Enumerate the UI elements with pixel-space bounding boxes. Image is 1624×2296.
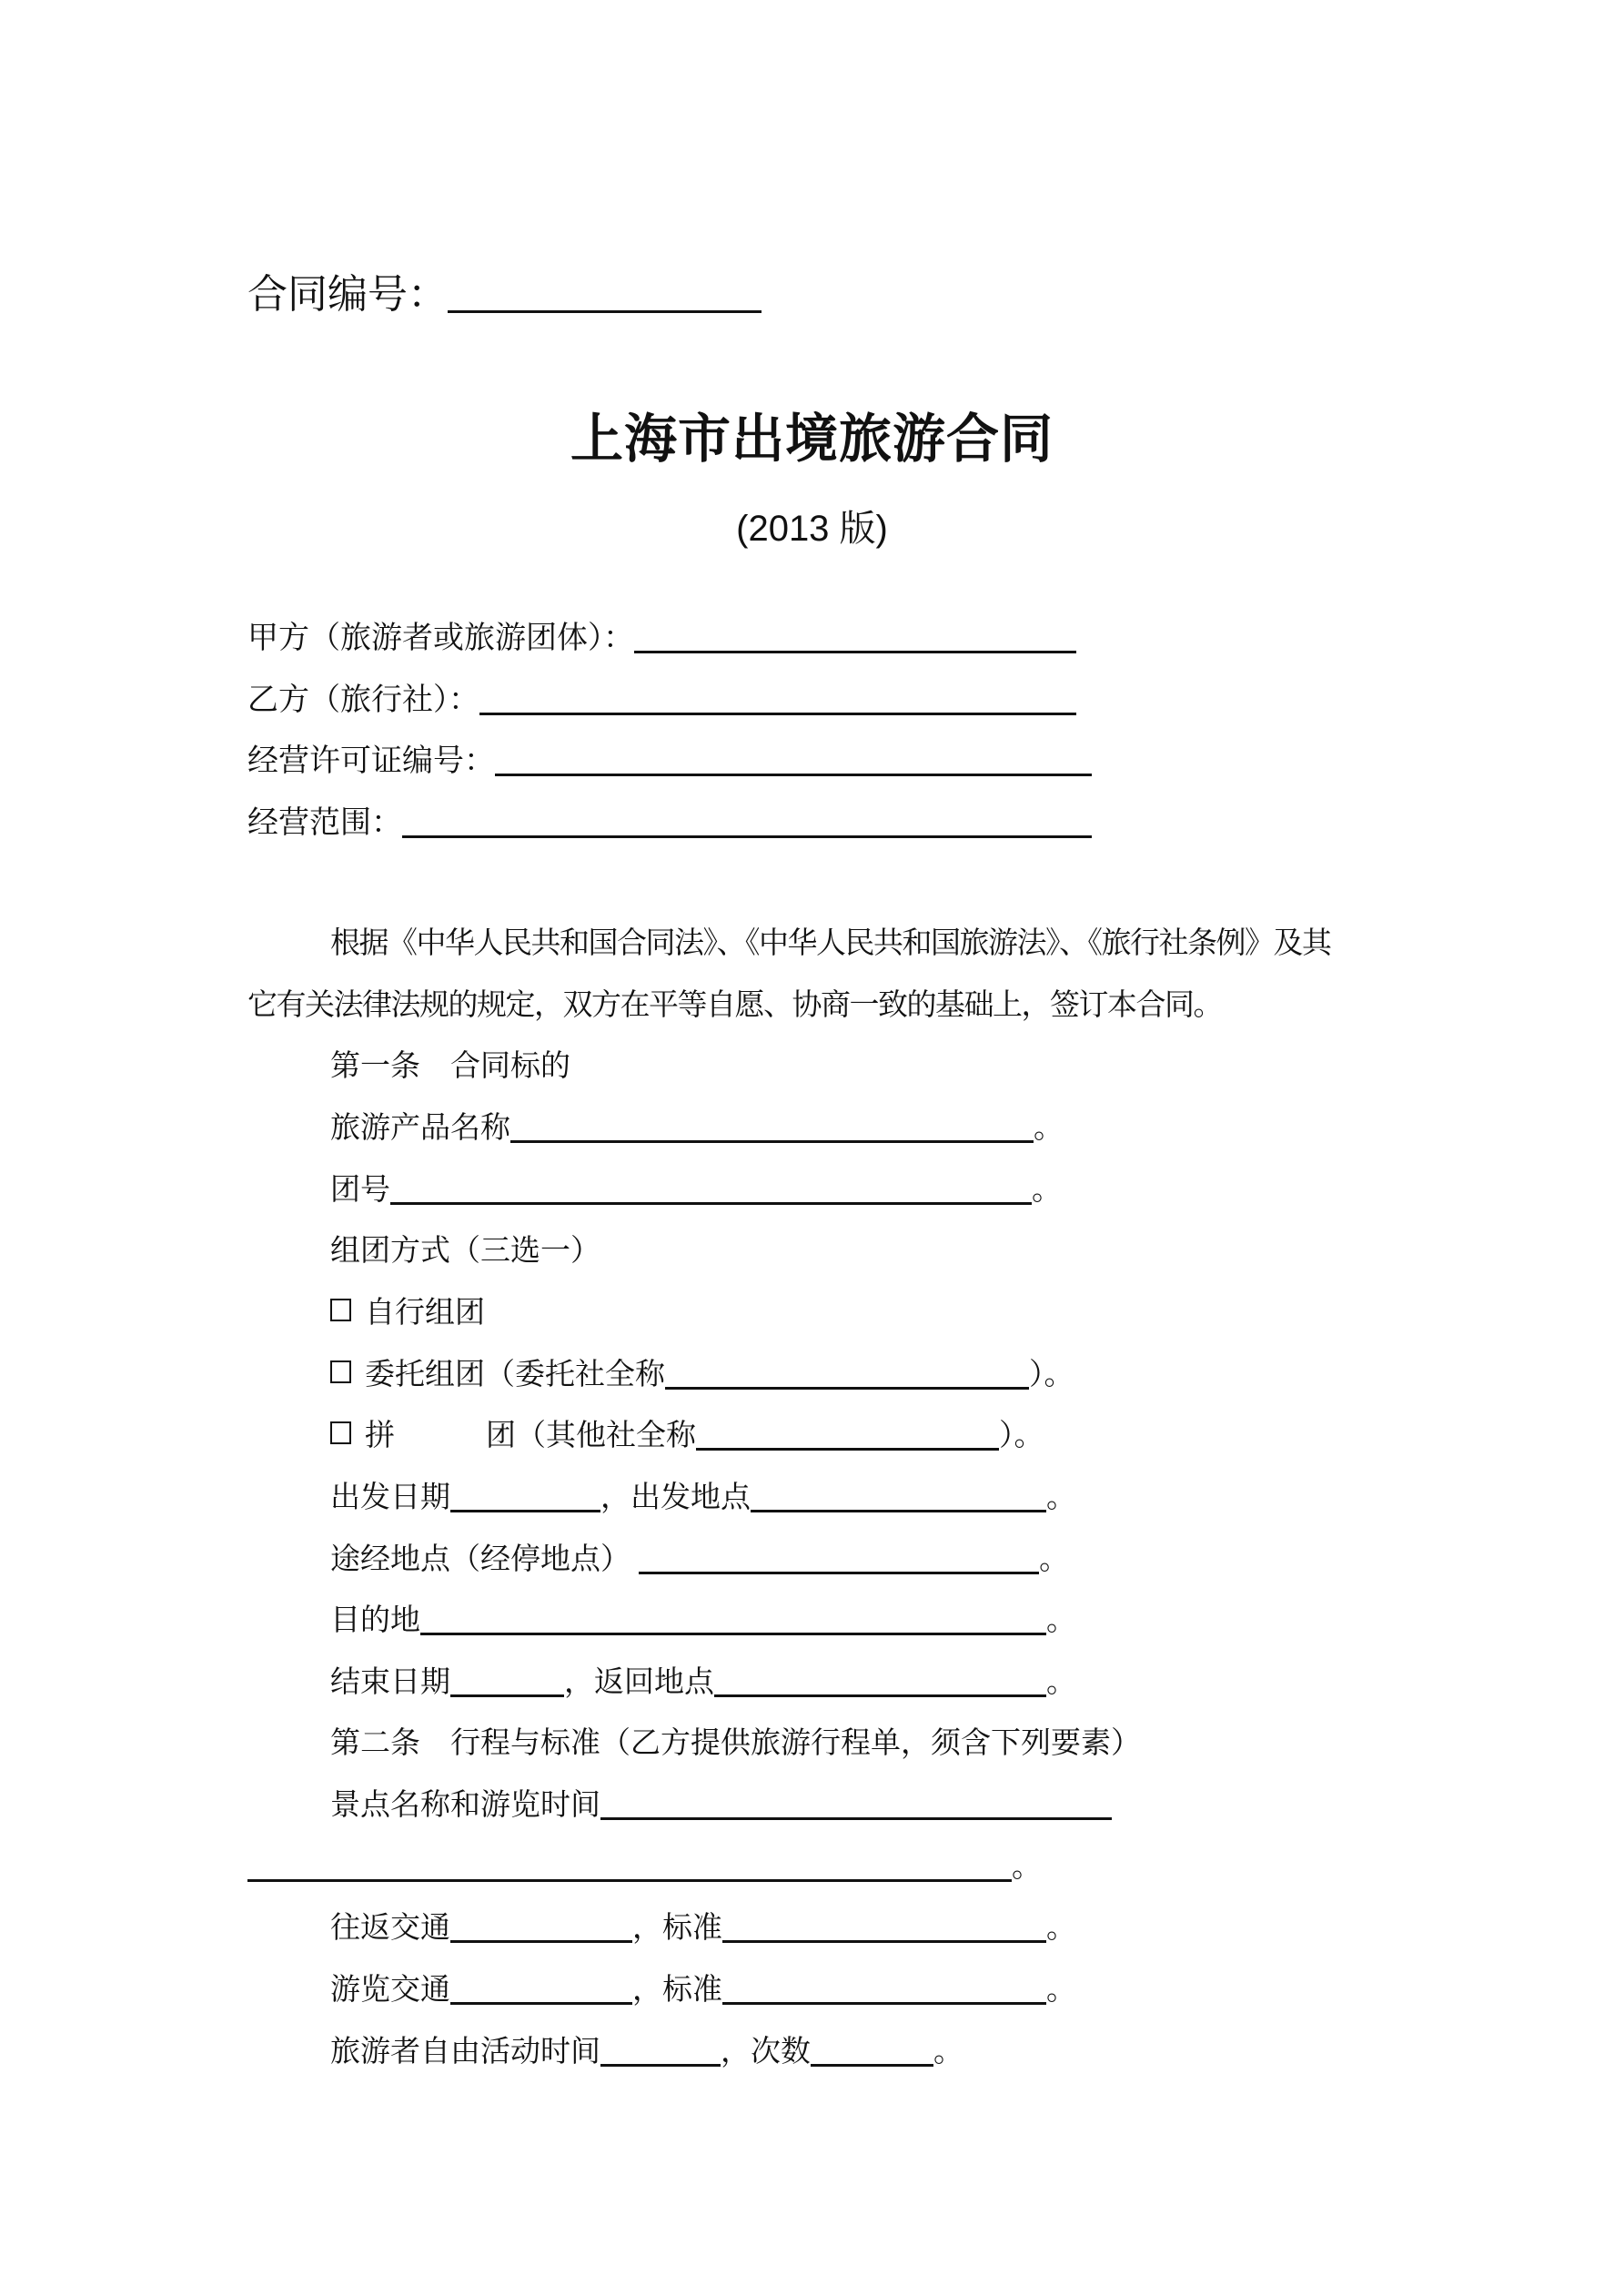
- attractions-blank[interactable]: [600, 1812, 1112, 1820]
- text: 游览交通: [330, 1972, 450, 2006]
- preamble-line-1: [247, 923, 1331, 963]
- text: 往返交通: [330, 1910, 450, 1944]
- roundtrip-transport-blank[interactable]: [450, 1935, 632, 1943]
- text: 。: [1046, 1664, 1076, 1698]
- attractions-blank-2[interactable]: [247, 1874, 1012, 1882]
- departure-date-blank[interactable]: [450, 1504, 600, 1512]
- text: 团号: [330, 1172, 390, 1206]
- destination-blank[interactable]: [420, 1627, 1046, 1635]
- text: ，返回地点: [564, 1664, 714, 1698]
- text: 旅游者自由活动时间: [330, 2034, 600, 2068]
- text: 。: [1046, 1910, 1076, 1944]
- roundtrip-standard-blank[interactable]: [722, 1935, 1046, 1943]
- text: 。: [1046, 1972, 1076, 2006]
- text: 第二条 行程与标准（乙方提供旅游行程单，须含下列要素）: [330, 1725, 1141, 1759]
- option-entrusted: [247, 1354, 1074, 1394]
- text: 旅游产品名称: [330, 1110, 510, 1144]
- entrusted-checkbox[interactable]: [330, 1360, 351, 1383]
- contract-number-blank[interactable]: [448, 305, 762, 313]
- return-line: [247, 1662, 1076, 1702]
- free-time-blank[interactable]: [600, 2058, 721, 2067]
- text: 结束日期: [330, 1664, 450, 1698]
- party-b-blank[interactable]: [479, 707, 1076, 715]
- business-scope-blank[interactable]: [402, 830, 1092, 838]
- text: ）。: [1029, 1357, 1074, 1391]
- text: 。: [1046, 1480, 1076, 1513]
- text: 。: [1039, 1542, 1070, 1575]
- party-a-blank[interactable]: [634, 645, 1076, 653]
- article-2-heading: [247, 1723, 1141, 1763]
- product-name-line: [247, 1108, 1064, 1148]
- text: 。: [1034, 1110, 1064, 1144]
- text: ，出发地点: [600, 1480, 751, 1513]
- text: ，次数: [721, 2034, 811, 2068]
- text: 出发日期: [330, 1480, 450, 1513]
- preamble-line-2: [247, 985, 1222, 1025]
- text: ，标准: [632, 1972, 722, 2006]
- text: 。: [1032, 1172, 1062, 1206]
- contract-number-label: 合同编号：: [247, 272, 448, 317]
- license-no-row: [247, 740, 1092, 782]
- article-1-heading: [247, 1046, 570, 1086]
- tour-transport-line: [247, 1969, 1076, 2009]
- page-title: 上海市出境旅游合同: [570, 410, 1054, 469]
- attractions-continuation-line: [247, 1846, 1042, 1886]
- end-date-blank[interactable]: [450, 1689, 564, 1697]
- party-a-row: [247, 617, 1076, 659]
- text: 它有关法律法规的规定，双方在平等自愿、协商一致的基础上，签订本合同。: [247, 987, 1222, 1021]
- departure-place-blank[interactable]: [751, 1504, 1046, 1512]
- tour-standard-blank[interactable]: [722, 1997, 1046, 2005]
- attractions-line: [247, 1785, 1112, 1825]
- joint-checkbox[interactable]: [330, 1421, 351, 1444]
- option-self-organized: [247, 1292, 485, 1332]
- text: 目的地: [330, 1603, 420, 1636]
- text: 团（其他社全称: [486, 1418, 696, 1451]
- product-name-blank[interactable]: [510, 1135, 1034, 1143]
- license-no-label: 经营许可证编号：: [247, 743, 495, 778]
- departure-line: [247, 1477, 1076, 1517]
- text: 根据《中华人民共和国合同法》、《中华人民共和国旅游法》、《旅行社条例》及其: [330, 925, 1331, 959]
- contract-number-row: [247, 269, 762, 320]
- party-b-label: 乙方（旅行社）：: [247, 683, 479, 717]
- roundtrip-transport-line: [247, 1907, 1076, 1947]
- business-scope-label: 经营范围：: [247, 805, 402, 840]
- text: ）。: [999, 1418, 1044, 1451]
- tour-transport-blank[interactable]: [450, 1997, 632, 2005]
- entrusted-agency-blank[interactable]: [665, 1381, 1029, 1390]
- text: 第一条 合同标的: [330, 1048, 570, 1082]
- party-b-row: [247, 679, 1076, 721]
- return-place-blank[interactable]: [714, 1689, 1046, 1697]
- spacer: [395, 1444, 486, 1445]
- text: 自行组团: [365, 1295, 485, 1329]
- text: 。: [1046, 1603, 1076, 1636]
- via-points-line: [247, 1539, 1069, 1579]
- page-subtitle: (2013 版): [736, 509, 888, 549]
- business-scope-row: [247, 802, 1092, 844]
- option-joint: [247, 1415, 1044, 1455]
- text: 拼: [365, 1418, 395, 1451]
- text: 途经地点（经停地点）: [330, 1542, 640, 1575]
- text: 组团方式（三选一）: [330, 1233, 600, 1267]
- joint-agency-blank[interactable]: [696, 1442, 999, 1451]
- text: 。: [933, 2034, 963, 2068]
- group-no-line: [247, 1169, 1062, 1209]
- group-no-blank[interactable]: [390, 1197, 1032, 1205]
- text: 委托组团（委托社全称: [365, 1357, 665, 1391]
- via-points-blank[interactable]: [639, 1566, 1039, 1574]
- license-no-blank[interactable]: [495, 768, 1092, 776]
- self-organized-checkbox[interactable]: [330, 1299, 351, 1321]
- text: 景点名称和游览时间: [330, 1787, 600, 1821]
- grouping-method-line: [247, 1230, 600, 1270]
- free-time-count-blank[interactable]: [811, 2058, 933, 2067]
- party-a-label: 甲方（旅游者或旅游团体）：: [247, 621, 634, 655]
- text: 。: [1012, 1849, 1042, 1883]
- text: ，标准: [632, 1910, 722, 1944]
- destination-line: [247, 1600, 1076, 1640]
- free-time-line: [247, 2031, 963, 2071]
